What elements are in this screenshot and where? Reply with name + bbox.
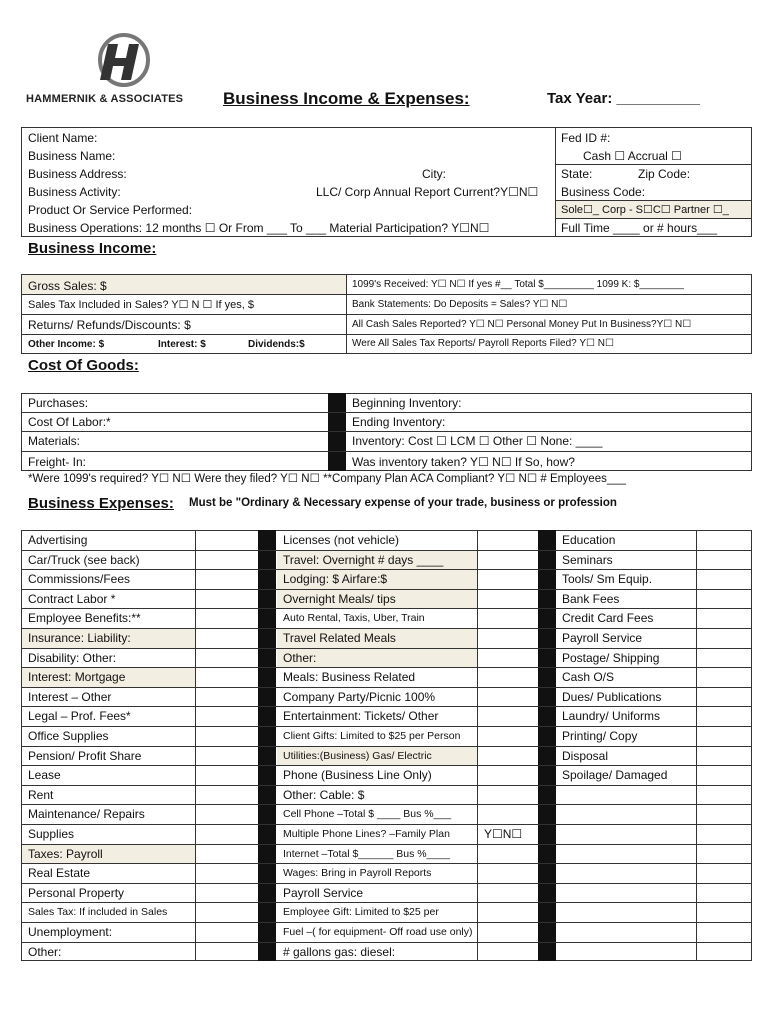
expense-col1-row[interactable]: Legal – Prof. Fees* [28,709,131,724]
city-field[interactable]: City: [422,167,446,181]
bank-statements-field[interactable]: Bank Statements: Do Deposits = Sales? Y☐ N☐ [352,299,568,310]
business-operations-field[interactable]: Business Operations: 12 months ☐ Or From ___ To ___ Material Participation? Y☐N☐ [28,221,490,235]
expense-col3-row[interactable]: Laundry/ Uniforms [562,709,661,724]
business-code-field[interactable]: Business Code: [561,185,646,199]
expenses-note: Must be "Ordinary & Necessary expense of your trade, business or profession [189,497,617,509]
expense-col2-row[interactable]: Travel: Overnight # days ____ [283,552,444,567]
business-address-field[interactable]: Business Address: [28,167,127,181]
1099-received-field[interactable]: 1099's Received: Y☐ N☐ If yes #__ Total $_________ 1099 K: $________ [352,279,684,290]
expense-col2-row[interactable]: Employee Gift: Limited to $25 per [283,906,439,919]
expense-col1-row[interactable]: Taxes: Payroll [28,846,103,861]
expense-col2-row[interactable]: Meals: Business Related [283,670,416,685]
expense-col1-row[interactable]: Real Estate [28,866,91,881]
llc-corp-question[interactable]: LLC/ Corp Annual Report Current?Y☐N☐ [316,185,539,199]
cogs-footnote: *Were 1099's required? Y☐ N☐ Were they filed? Y☐ N☐ **Company Plan ACA Compliant? Y☐ N☐ # Employees___ [28,473,627,485]
product-service-field[interactable]: Product Or Service Performed: [28,203,193,217]
cost-of-labor-field[interactable]: Cost Of Labor:* [28,415,111,429]
expense-col3-row[interactable]: Payroll Service [562,631,643,645]
expense-col1-row[interactable]: Interest: Mortgage [28,670,126,685]
expense-col1-row[interactable]: Car/Truck (see back) [28,552,140,567]
expense-col3-row[interactable]: Bank Fees [562,591,620,606]
expense-col1-row[interactable]: Other: [28,944,62,959]
business-expenses-heading: Business Expenses: [28,495,174,512]
freight-in-field[interactable]: Freight- In: [28,455,87,469]
fed-id-field[interactable]: Fed ID #: [561,131,611,145]
expense-col2-row[interactable]: Auto Rental, Taxis, Uber, Train [283,612,425,625]
expense-col2-row[interactable]: Payroll Service [283,885,364,900]
expense-col2-row[interactable]: Fuel –( for equipment- Off road use only) [283,926,473,938]
sales-tax-included-field[interactable]: Sales Tax Included in Sales? Y☐ N ☐ If yes, $ [28,299,254,311]
purchases-field[interactable]: Purchases: [28,396,89,410]
expense-col2-row[interactable]: Overnight Meals/ tips [283,591,396,606]
expense-col1-row[interactable]: Personal Property [28,885,125,900]
expense-col3-row[interactable]: Spoilage/ Damaged [562,768,668,783]
expense-col1-row[interactable]: Maintenance/ Repairs [28,807,145,822]
expense-col1-row[interactable]: Employee Benefits:** [28,611,141,626]
expense-col1-row[interactable]: Supplies [28,827,75,841]
expense-col3-row[interactable]: Dues/ Publications [562,689,662,704]
expense-col1-row[interactable]: Interest – Other [28,689,112,704]
expense-col3-row[interactable]: Credit Card Fees [562,611,654,626]
expense-col3-row[interactable]: Printing/ Copy [562,729,638,743]
firm-name: HAMMERNIK & ASSOCIATES [26,93,184,105]
expense-col2-row[interactable]: Internet –Total $______ Bus %____ [283,847,450,860]
materials-field[interactable]: Materials: [28,434,81,448]
expense-col2-row[interactable]: Licenses (not vehicle) [283,533,400,547]
expense-col2-row[interactable]: Cell Phone –Total $ ____ Bus %___ [283,808,452,821]
cash-sales-reported-field[interactable]: All Cash Sales Reported? Y☐ N☐ Personal Money Put In Business?Y☐ N☐ [352,319,692,330]
full-time-field[interactable]: Full Time ____ or # hours___ [561,221,718,235]
business-name-field[interactable]: Business Name: [28,149,116,163]
expense-col2-row[interactable]: # gallons gas: diesel: [283,944,396,959]
expense-col1-row[interactable]: Office Supplies [28,729,109,743]
expense-col3-row[interactable]: Disposal [562,748,609,763]
returns-refunds-field[interactable]: Returns/ Refunds/Discounts: $ [28,318,191,332]
page-title: Business Income & Expenses: [223,89,470,108]
expense-col3-row[interactable]: Tools/ Sm Equip. [562,572,653,587]
expense-col1-row[interactable]: Insurance: Liability: [28,631,131,645]
expense-col1-row[interactable]: Contract Labor * [28,591,116,606]
state-field[interactable]: State: [561,167,593,181]
sales-tax-reports-field[interactable]: Were All Sales Tax Reports/ Payroll Reports Filed? Y☐ N☐ [352,338,614,349]
expense-col1-row[interactable]: Rent [28,787,54,802]
inventory-taken-field[interactable]: Was inventory taken? Y☐ N☐ If So, how? [352,455,575,469]
expense-col3-row[interactable]: Postage/ Shipping [562,650,660,665]
expense-col2-row[interactable]: Other: [283,650,317,665]
expense-col2-row[interactable]: Multiple Phone Lines? –Family Plan [283,828,450,840]
ending-inventory-field[interactable]: Ending Inventory: [352,415,446,429]
cash-accrual-checkbox[interactable]: Cash ☐ Accrual ☐ [583,149,682,163]
expense-col2-row[interactable]: Company Party/Picnic 100% [283,689,436,704]
entity-type-checkbox[interactable]: Sole☐_ Corp - S☐C☐ Partner ☐_ [561,204,729,216]
expense-col2-row[interactable]: Travel Related Meals [283,631,396,645]
expense-col2-row[interactable]: Other: Cable: $ [283,787,365,802]
multiple-phone-lines-checkbox[interactable]: Y☐N☐ [484,827,523,841]
expense-col1-row[interactable]: Pension/ Profit Share [28,748,142,763]
interest-field[interactable]: Interest: $ [158,339,206,350]
expense-col1-row[interactable]: Advertising [28,533,88,547]
expense-col2-row[interactable]: Wages: Bring in Payroll Reports [283,867,432,880]
expense-col2-row[interactable]: Utilities:(Business) Gas/ Electric [283,749,432,762]
business-activity-field[interactable]: Business Activity: [28,185,121,199]
gross-sales-field[interactable]: Gross Sales: $ [28,279,107,293]
expense-col2-row[interactable]: Entertainment: Tickets/ Other [283,709,439,724]
expense-col2-row[interactable]: Phone (Business Line Only) [283,768,432,783]
expense-col3-row[interactable]: Cash O/S [562,670,615,685]
expense-col1-row[interactable]: Disability: Other: [28,650,117,665]
inventory-method-field[interactable]: Inventory: Cost ☐ LCM ☐ Other ☐ None: ____ [352,434,603,448]
business-income-heading: Business Income: [28,240,157,257]
expense-col1-row[interactable]: Commissions/Fees [28,572,131,587]
expense-col1-row[interactable]: Lease [28,768,61,783]
dividends-field[interactable]: Dividends:$ [248,339,305,350]
beginning-inventory-field[interactable]: Beginning Inventory: [352,396,462,410]
expense-col2-row[interactable]: Client Gifts: Limited to $25 per Person [283,730,461,742]
tax-year-field[interactable]: Tax Year: __________ [547,90,700,107]
expense-col3-row[interactable]: Education [562,533,616,547]
other-income-field[interactable]: Other Income: $ [28,339,105,350]
zip-field[interactable]: Zip Code: [638,167,691,181]
expense-col3-row[interactable]: Seminars [562,552,613,567]
cost-of-goods-heading: Cost Of Goods: [28,357,139,374]
expense-col2-row[interactable]: Lodging: $ Airfare:$ [283,572,388,587]
expense-col1-row[interactable]: Unemployment: [28,925,113,939]
client-name-field[interactable]: Client Name: [28,131,98,145]
expense-col1-row[interactable]: Sales Tax: If included in Sales [28,906,168,919]
